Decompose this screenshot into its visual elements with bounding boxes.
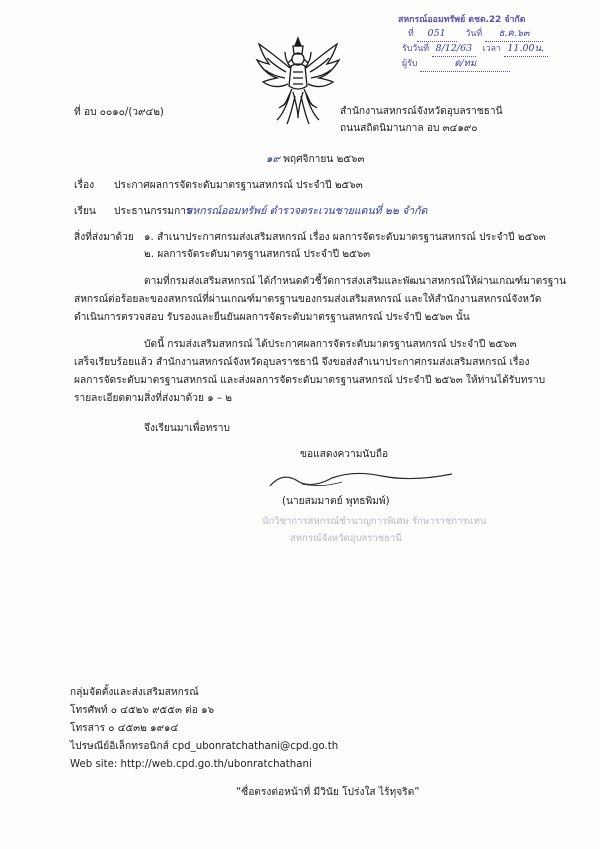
body-para1-line1: ตามที่กรมส่งเสริมสหกรณ์ ได้กำหนดตัวชี้วัดการส่งเสริมและพัฒนาสหกรณ์ให้ผ่านเกณฑ์มาตรฐาน [144, 276, 567, 287]
subject-text: ประกาศผลการจัดระดับมาตรฐานสหกรณ์ ประจำปี ๒๕๖๓ [114, 180, 363, 191]
body-para2-line2: เสร็จเรียบร้อยแล้ว สำนักงานสหกรณ์จังหวัดอุบลราชธานี จึงขอส่งสำเนาประกาศกรมส่งเสริมสหกรณ์ เรื่อง [74, 357, 530, 368]
date-month-year: พฤศจิกายน ๒๕๖๓ [283, 154, 365, 165]
closing-line: จึงเรียนมาเพื่อทราบ [144, 423, 230, 434]
stamp-no-value: 051 [427, 28, 446, 39]
stamp-receiver-row [402, 57, 588, 72]
handwritten-signature [262, 468, 462, 494]
stamp-org: สหกรณ์ออมทรัพย์ ตชด.22 จำกัด [398, 15, 526, 25]
footer-unit: กลุ่มจัดตั้งและส่งเสริมสหกรณ์ [70, 687, 199, 698]
regards-text: ขอแสดงความนับถือ [300, 449, 389, 460]
stamp-received-row [402, 42, 588, 57]
to-prefix: ประธานกรรมการ [114, 206, 192, 217]
stamp-receiver-label: ผู้รับ [402, 59, 418, 69]
body-para2-line3: ผลการจัดระดับมาตรฐานสหกรณ์ และส่งผลการจัดระดับมาตรฐานสหกรณ์ ประจำปี ๒๕๖๓ ให้ท่านได้รับทราบ [74, 375, 546, 386]
receiving-stamp [398, 14, 588, 90]
agency-address: ถนนสถิตนิมานกาล อบ ๓๔๑๙๐ [340, 123, 478, 134]
signer-position: นักวิชาการสหกรณ์ชำนาญการพิเศษ รักษาราชการแทน [262, 516, 487, 527]
subject-label: เรื่อง [74, 180, 95, 191]
stamp-number-row [408, 27, 588, 42]
date-day: ๑๙ [266, 154, 280, 165]
footer-email: ไปรษณีย์อิเล็กทรอนิกส์ cpd_ubonratchathani@cpd.go.th [70, 741, 339, 752]
body-para1-line3: ดำเนินการตรวจสอบ รับรองและยืนยันผลการจัดระดับมาตรฐานสหกรณ์ ประจำปี ๒๕๖๓ นั้น [74, 312, 470, 323]
attachment-item-1: ๑. สำเนาประกาศกรมส่งเสริมสหกรณ์ เรื่อง ผลการจัดระดับมาตรฐานสหกรณ์ ประจำปี ๒๕๖๓ [144, 232, 546, 243]
garuda-emblem [255, 34, 341, 126]
signer-position-2: สหกรณ์จังหวัดอุบลราชธานี [290, 533, 402, 544]
footer-phone: โทรศัพท์ ๐ ๔๕๒๖ ๙๕๕๓ ต่อ ๑๖ [70, 705, 215, 716]
stamp-date-label: วันที่ [465, 29, 483, 39]
document-number: ที่ อบ ๐๐๑๐/(ว๙๔๒) [74, 107, 164, 118]
stamp-received-value: 8/12/63 [435, 43, 473, 54]
stamp-no-label: ที่ [408, 29, 414, 39]
document-date [266, 153, 364, 166]
attachments-label: สิ่งที่ส่งมาด้วย [74, 232, 134, 243]
stamp-time-value: 11.00น. [507, 43, 545, 54]
footer-motto: “ซื่อตรงต่อหน้าที่ มีวินัย โปร่งใส ไร้ทุจริต” [236, 787, 420, 798]
to-label: เรียน [74, 206, 96, 217]
signer-name: (นายสมมาตย์ พุทธพิมพ์) [282, 496, 390, 507]
attachment-item-2: ๒. ผลการจัดระดับมาตรฐานสหกรณ์ ประจำปี ๒๕๖๓ [144, 249, 371, 260]
footer-website: Web site: http://web.cpd.go.th/ubonratchathani [70, 759, 312, 770]
body-para1-line2: สหกรณ์ต่อร้อยละของสหกรณ์ที่ผ่านเกณฑ์มาตรฐานของกรมส่งเสริมสหกรณ์ และให้สำนักงานสหกรณ์จังหวัด [74, 294, 542, 305]
body-para2-line4: รายละเอียดตามสิ่งที่ส่งมาด้วย ๑ – ๒ [74, 393, 232, 404]
stamp-time-label: เวลา [482, 44, 501, 54]
body-para2-line1: บัดนี้ กรมส่งเสริมสหกรณ์ ได้ประกาศผลการจัดระดับมาตรฐานสหกรณ์ ประจำปี ๒๕๖๓ [144, 339, 517, 350]
footer-fax: โทรสาร ๐ ๔๕๓๒ ๑๙๑๔ [70, 723, 179, 734]
stamp-date-value: ธ.ค.๖๓ [498, 28, 530, 39]
stamp-receiver-value: ด/ทม [454, 58, 477, 69]
to-handwritten: สหกรณ์ออมทรัพย์ ตำรวจตระเวนชายแดนที่ ๒๒ จำกัด [186, 205, 428, 217]
agency-name: สำนักงานสหกรณ์จังหวัดอุบลราชธานี [340, 106, 503, 117]
stamp-received-label: รับวันที่ [402, 44, 430, 54]
